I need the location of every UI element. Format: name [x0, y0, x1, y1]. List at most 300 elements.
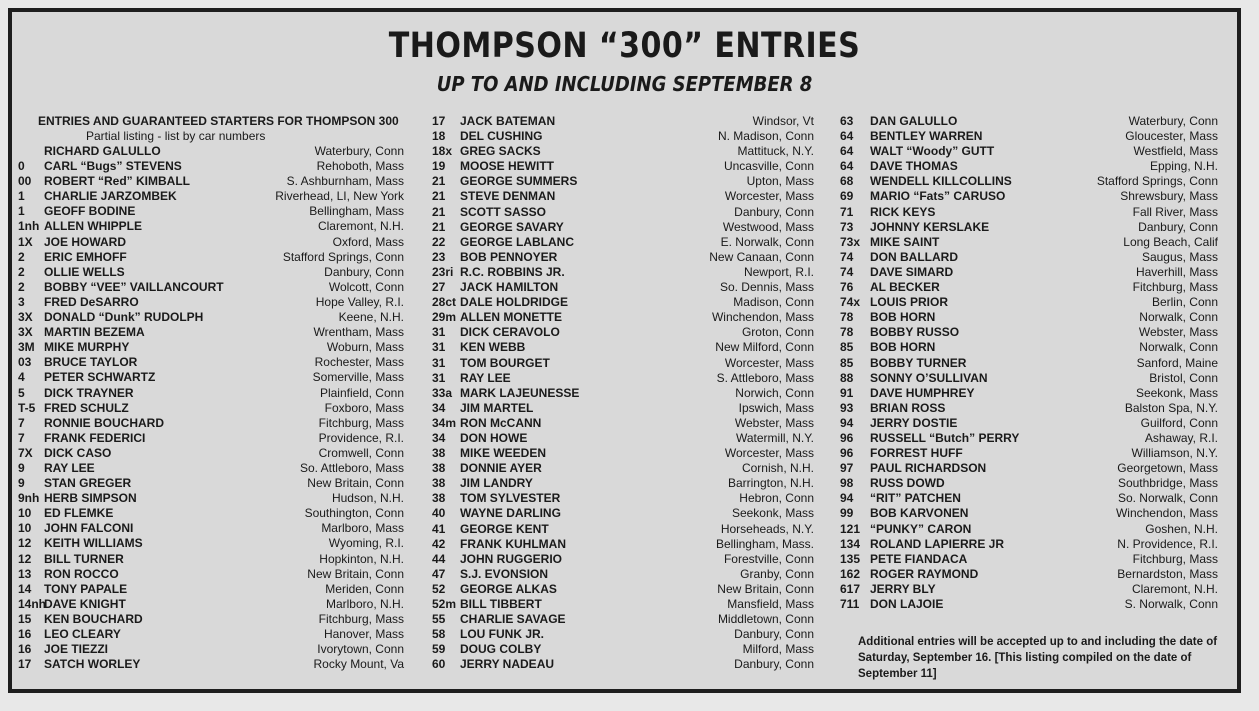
- car-number: 73: [840, 219, 854, 234]
- car-number: 96: [840, 446, 854, 461]
- driver-name: JOHNNY KERSLAKE: [870, 219, 990, 234]
- driver-name: KEN WEBB: [460, 340, 526, 355]
- car-number: 34: [432, 430, 446, 445]
- driver-name: BOB KARVONEN: [870, 506, 969, 521]
- entry-row: [18, 476, 404, 491]
- driver-name: DAN GALULLO: [870, 114, 958, 128]
- hometown: Milford, Mass: [742, 642, 814, 657]
- entries-list: [18, 144, 404, 672]
- hometown: Middletown, Conn: [717, 612, 814, 627]
- car-number: 0: [18, 159, 25, 174]
- entry-row: [18, 506, 404, 521]
- entry-row: [840, 506, 1218, 521]
- hometown: Oxford, Mass: [332, 234, 404, 249]
- entry-row: [432, 476, 814, 491]
- driver-name: DAVE HUMPHREY: [870, 385, 975, 400]
- entry-row: [18, 310, 404, 325]
- car-number: 134: [840, 536, 861, 551]
- driver-name: FRANK FEDERICI: [44, 430, 146, 445]
- car-number: 98: [840, 476, 854, 491]
- hometown: Rehoboth, Mass: [316, 159, 404, 174]
- entry-row: [432, 431, 814, 446]
- entry-row: [18, 159, 404, 174]
- driver-name: JERRY BLY: [870, 581, 936, 596]
- hometown: Winchendon, Mass: [711, 310, 814, 325]
- entry-row: [432, 325, 814, 340]
- hometown: Fitchburg, Mass: [1132, 280, 1218, 295]
- hometown: Fitchburg, Mass: [1132, 551, 1218, 566]
- entry-row: [432, 144, 814, 159]
- driver-name: ROLAND LAPIERRE JR: [870, 536, 1005, 551]
- hometown: S. Norwalk, Conn: [1124, 597, 1218, 611]
- entry-row: [18, 235, 404, 250]
- driver-name: AL BECKER: [870, 280, 940, 295]
- car-number: 52m: [432, 597, 457, 611]
- car-number: 78: [840, 310, 854, 325]
- entry-row: [18, 416, 404, 431]
- car-number: 97: [840, 461, 854, 476]
- entry-row: [432, 189, 814, 204]
- car-number: 03: [18, 355, 32, 370]
- driver-name: RON McCANN: [460, 415, 542, 430]
- hometown: Meriden, Conn: [325, 581, 404, 596]
- car-number: 16: [18, 642, 32, 657]
- hometown: Westfield, Mass: [1133, 144, 1218, 159]
- car-number: 88: [840, 370, 854, 385]
- hometown: Fitchburg, Mass: [318, 611, 404, 626]
- column-header: ENTRIES AND GUARANTEED STARTERS FOR THOMPSON 300: [38, 114, 399, 128]
- hometown: Somerville, Mass: [312, 370, 404, 385]
- entry-row: [840, 567, 1218, 582]
- hometown: N. Providence, R.I.: [1117, 536, 1218, 551]
- driver-name: DICK TRAYNER: [44, 385, 134, 400]
- car-number: 96: [840, 430, 854, 445]
- driver-name: DAVE SIMARD: [870, 264, 954, 279]
- car-number: 2: [18, 279, 25, 294]
- car-number: 71: [840, 204, 854, 219]
- hometown: Plainfield, Conn: [319, 385, 404, 400]
- entry-row: [840, 129, 1218, 144]
- hometown: Providence, R.I.: [318, 430, 404, 445]
- car-number: 15: [18, 611, 32, 626]
- entry-row: [840, 174, 1218, 189]
- car-number: 64: [840, 159, 854, 174]
- hometown: Haverhill, Mass: [1135, 264, 1218, 279]
- car-number: 31: [432, 370, 446, 385]
- car-number: 28ct: [432, 295, 457, 310]
- entry-row: [840, 491, 1218, 506]
- entry-row: [432, 491, 814, 506]
- car-number: 64: [840, 129, 854, 144]
- driver-name: RAY LEE: [44, 460, 95, 475]
- driver-name: MIKE SAINT: [870, 234, 940, 249]
- car-number: 4: [18, 370, 25, 385]
- entry-row: [432, 174, 814, 189]
- car-number: 59: [432, 642, 446, 657]
- driver-name: JOHN FALCONI: [44, 521, 134, 536]
- entry-row: [18, 431, 404, 446]
- entry-row: [432, 310, 814, 325]
- entry-row: [840, 356, 1218, 371]
- entry-row: [18, 491, 404, 506]
- driver-name: BOB HORN: [870, 340, 936, 355]
- driver-name: LEO CLEARY: [44, 627, 121, 641]
- entry-row: [840, 522, 1218, 537]
- hometown: Guilford, Conn: [1140, 415, 1218, 430]
- hometown: Woburn, Mass: [326, 340, 404, 355]
- hometown: Waterbury, Conn: [1128, 114, 1218, 128]
- car-number: 2: [18, 249, 25, 264]
- hometown: S. Attleboro, Mass: [716, 370, 814, 385]
- entry-row: [18, 280, 404, 295]
- entry-row: [432, 235, 814, 250]
- car-number: 18: [432, 129, 446, 144]
- driver-name: MOOSE HEWITT: [460, 159, 554, 174]
- car-number: 21: [432, 219, 446, 234]
- car-number: 19: [432, 159, 446, 174]
- hometown: Norwalk, Conn: [1139, 340, 1218, 355]
- driver-name: CHARLIE JARZOMBEK: [44, 189, 177, 204]
- entry-row: [840, 280, 1218, 295]
- car-number: 12: [18, 551, 32, 566]
- entry-row: [432, 522, 814, 537]
- entry-row: [840, 537, 1218, 552]
- car-number: 1: [18, 189, 25, 204]
- driver-name: BOB HORN: [870, 310, 936, 325]
- hometown: Windsor, Vt: [752, 114, 814, 128]
- entry-row: [432, 552, 814, 567]
- entry-row: [840, 235, 1218, 250]
- hometown: Goshen, N.H.: [1145, 521, 1218, 536]
- hometown: Epping, N.H.: [1149, 159, 1218, 174]
- driver-name: DOUG COLBY: [460, 642, 542, 657]
- car-number: 7X: [18, 445, 33, 460]
- driver-name: LOU FUNK JR.: [460, 627, 544, 642]
- hometown: Fall River, Mass: [1132, 204, 1218, 219]
- page-subtitle: UP TO AND INCLUDING SEPTEMBER 8: [436, 72, 813, 96]
- hometown: Barrington, N.H.: [727, 476, 814, 491]
- hometown: Long Beach, Calif: [1123, 234, 1218, 249]
- car-number: 29m: [432, 310, 457, 325]
- entry-row: [18, 552, 404, 567]
- car-number: 73x: [840, 234, 861, 249]
- hometown: Seekonk, Mass: [1135, 385, 1218, 400]
- car-number: 74: [840, 264, 854, 279]
- hometown: Newport, R.I.: [743, 264, 814, 279]
- driver-name: FORREST HUFF: [870, 446, 963, 461]
- driver-name: BOBBY “VEE” VAILLANCOURT: [44, 279, 224, 294]
- driver-name: ALLEN MONETTE: [460, 310, 562, 325]
- driver-name: HERB SIMPSON: [44, 491, 137, 506]
- car-number: 38: [432, 461, 446, 476]
- entry-row: [840, 340, 1218, 355]
- entry-row: [432, 205, 814, 220]
- entry-row: [432, 401, 814, 416]
- driver-name: MARTIN BEZEMA: [44, 325, 145, 340]
- car-number: 7: [18, 430, 25, 445]
- car-number: 74x: [840, 295, 861, 310]
- driver-name: DICK CASO: [44, 445, 112, 460]
- page-title: THOMPSON “300” ENTRIES: [388, 26, 861, 66]
- entry-row: [432, 537, 814, 552]
- entry-row: [18, 265, 404, 280]
- hometown: Granby, Conn: [740, 566, 814, 581]
- driver-name: CARL “Bugs” STEVENS: [44, 159, 182, 174]
- hometown: Worcester, Mass: [724, 355, 814, 370]
- car-number: 00: [18, 174, 32, 189]
- car-number: 41: [432, 521, 446, 536]
- hometown: Waterbury, Conn: [314, 144, 404, 158]
- car-number: T-5: [18, 400, 36, 415]
- driver-name: MIKE MURPHY: [44, 340, 130, 355]
- driver-name: FRED DeSARRO: [44, 294, 139, 309]
- entry-row: [432, 642, 814, 657]
- car-number: 14: [18, 581, 32, 596]
- hometown: Bellingham, Mass.: [715, 536, 814, 551]
- car-number: 31: [432, 340, 446, 355]
- hometown: Fitchburg, Mass: [318, 415, 404, 430]
- entry-row: [18, 386, 404, 401]
- hometown: Balston Spa, N.Y.: [1124, 400, 1218, 415]
- driver-name: GEOFF BODINE: [44, 204, 136, 219]
- car-number: 78: [840, 325, 854, 340]
- driver-name: RON ROCCO: [44, 566, 119, 581]
- entries-column-3: [840, 114, 1218, 612]
- entries-list: [432, 114, 814, 672]
- entry-row: [840, 461, 1218, 476]
- car-number: 16: [18, 627, 32, 641]
- driver-name: DON BALLARD: [870, 249, 958, 264]
- entry-row: [432, 612, 814, 627]
- driver-name: ED FLEMKE: [44, 506, 114, 521]
- hometown: Ivorytown, Conn: [317, 642, 404, 657]
- car-number: 42: [432, 536, 446, 551]
- car-number: 40: [432, 506, 446, 521]
- entry-row: [432, 582, 814, 597]
- driver-name: GEORGE SUMMERS: [460, 174, 578, 189]
- car-number: 69: [840, 189, 854, 204]
- driver-name: RUSS DOWD: [870, 476, 945, 491]
- entries-column-2: [432, 114, 814, 672]
- car-number: 85: [840, 340, 854, 355]
- entry-row: [18, 521, 404, 536]
- car-number: 5: [18, 385, 25, 400]
- entry-row: [18, 567, 404, 582]
- driver-name: GEORGE KENT: [460, 521, 549, 536]
- car-number: 27: [432, 280, 446, 295]
- car-number: 91: [840, 385, 854, 400]
- hometown: So. Norwalk, Conn: [1117, 491, 1218, 506]
- car-number: 34m: [432, 415, 457, 430]
- driver-name: ERIC EMHOFF: [44, 249, 127, 264]
- car-number: 55: [432, 612, 446, 627]
- driver-name: MARIO “Fats” CARUSO: [870, 189, 1006, 204]
- car-number: 38: [432, 491, 446, 506]
- driver-name: BENTLEY WARREN: [870, 129, 983, 144]
- entry-row: [840, 310, 1218, 325]
- driver-name: GEORGE ALKAS: [460, 581, 557, 596]
- hometown: Danbury, Conn: [734, 657, 814, 672]
- hometown: Hope Valley, R.I.: [315, 294, 404, 309]
- hometown: Foxboro, Mass: [324, 400, 404, 415]
- car-number: 60: [432, 657, 446, 672]
- car-number: 3X: [18, 325, 33, 340]
- hometown: Winchendon, Mass: [1115, 506, 1218, 521]
- car-number: 63: [840, 114, 854, 128]
- driver-name: CHARLIE SAVAGE: [460, 612, 566, 627]
- entry-row: [840, 220, 1218, 235]
- driver-name: “RIT” PATCHEN: [870, 491, 961, 506]
- car-number: 10: [18, 506, 32, 521]
- hometown: Ipswich, Mass: [738, 400, 814, 415]
- car-number: 162: [840, 566, 861, 581]
- entry-row: [840, 114, 1218, 129]
- car-number: 94: [840, 491, 854, 506]
- driver-name: PETE FIANDACA: [870, 551, 968, 566]
- car-number: 1nh: [18, 219, 40, 234]
- entry-row: [432, 461, 814, 476]
- hometown: Norwich, Conn: [735, 385, 814, 400]
- car-number: 76: [840, 280, 854, 295]
- hometown: Groton, Conn: [741, 325, 814, 340]
- hometown: Danbury, Conn: [324, 264, 404, 279]
- hometown: Norwalk, Conn: [1139, 310, 1218, 325]
- driver-name: RICK KEYS: [870, 204, 936, 219]
- entries-list: [840, 114, 1218, 612]
- entry-row: [840, 476, 1218, 491]
- driver-name: OLLIE WELLS: [44, 264, 125, 279]
- car-number: 1: [18, 204, 25, 219]
- car-number: 711: [840, 597, 860, 611]
- driver-name: JERRY DOSTIE: [870, 415, 958, 430]
- entry-row: [18, 642, 404, 657]
- entry-row: [432, 265, 814, 280]
- driver-name: ROBERT “Red” KIMBALL: [44, 174, 190, 189]
- driver-name: ROGER RAYMOND: [870, 566, 979, 581]
- driver-name: DICK CERAVOLO: [460, 325, 560, 340]
- driver-name: BILL TURNER: [44, 551, 124, 566]
- entry-row: [840, 144, 1218, 159]
- entry-row: [432, 356, 814, 371]
- hometown: Williamson, N.Y.: [1131, 446, 1218, 461]
- driver-name: STAN GREGER: [44, 476, 132, 491]
- car-number: 23: [432, 249, 446, 264]
- driver-name: MARK LAJEUNESSE: [460, 385, 580, 400]
- hometown: Stafford Springs, Conn: [282, 249, 404, 264]
- driver-name: GREG SACKS: [460, 144, 541, 159]
- car-number: 44: [432, 551, 446, 566]
- car-number: 74: [840, 249, 854, 264]
- hometown: Hebron, Conn: [739, 491, 814, 506]
- hometown: So. Dennis, Mass: [719, 280, 814, 295]
- hometown: Forestville, Conn: [723, 551, 814, 566]
- entry-row: [840, 265, 1218, 280]
- hometown: Gloucester, Mass: [1125, 129, 1218, 144]
- car-number: 18x: [432, 144, 453, 159]
- driver-name: WAYNE DARLING: [460, 506, 561, 521]
- car-number: 21: [432, 189, 446, 204]
- hometown: Southbridge, Mass: [1117, 476, 1218, 491]
- hometown: N. Madison, Conn: [717, 129, 814, 144]
- driver-name: BRUCE TAYLOR: [44, 355, 138, 370]
- driver-name: TONY PAPALE: [44, 581, 128, 596]
- entry-row: [432, 416, 814, 431]
- hometown: Claremont, N.H.: [317, 219, 404, 234]
- hometown: Shrewsbury, Mass: [1120, 189, 1218, 204]
- hometown: Claremont, N.H.: [1131, 581, 1218, 596]
- entry-row: [18, 446, 404, 461]
- entry-row: [432, 295, 814, 310]
- driver-name: SATCH WORLEY: [44, 657, 141, 672]
- driver-name: DAVE THOMAS: [870, 159, 958, 174]
- car-number: 17: [18, 657, 32, 672]
- hometown: Horseheads, N.Y.: [720, 521, 814, 536]
- car-number: 10: [18, 521, 32, 536]
- car-number: 3: [18, 294, 25, 309]
- entry-row: [18, 340, 404, 355]
- entry-row: [18, 250, 404, 265]
- car-number: 135: [840, 551, 861, 566]
- hometown: Danbury, Conn: [734, 627, 814, 642]
- entry-row: [840, 189, 1218, 204]
- car-number: 47: [432, 566, 446, 581]
- entry-row: [432, 597, 814, 612]
- hometown: Keene, N.H.: [338, 310, 404, 325]
- hometown: Bernardston, Mass: [1117, 566, 1218, 581]
- driver-name: RUSSELL “Butch” PERRY: [870, 430, 1020, 445]
- additional-entries-note: Additional entries will be accepted up to and including the date of Saturday, September 16. [This listing compiled on the date of September 11]: [858, 636, 1218, 680]
- entries-column-1: [18, 114, 404, 672]
- hometown: Watermill, N.Y.: [735, 430, 814, 445]
- driver-name: FRED SCHULZ: [44, 400, 129, 415]
- entry-row: [18, 536, 404, 551]
- driver-name: JIM LANDRY: [460, 476, 533, 491]
- entry-row: [18, 582, 404, 597]
- car-number: 617: [840, 581, 861, 596]
- car-number: 9nh: [18, 491, 40, 506]
- entry-row: [840, 552, 1218, 567]
- hometown: Cornish, N.H.: [741, 461, 814, 476]
- car-number: 1X: [18, 234, 33, 249]
- driver-name: JOE TIEZZI: [44, 642, 109, 657]
- car-number: 68: [840, 174, 854, 189]
- entry-row: [18, 627, 404, 642]
- entry-row: [432, 129, 814, 144]
- driver-name: WENDELL KILLCOLLINS: [870, 174, 1012, 189]
- hometown: Webster, Mass: [1138, 325, 1218, 340]
- hometown: Berlin, Conn: [1151, 295, 1218, 310]
- hometown: New Britain, Conn: [717, 581, 814, 596]
- driver-name: SCOTT SASSO: [460, 204, 547, 219]
- hometown: Saugus, Mass: [1141, 249, 1218, 264]
- entry-row: [840, 295, 1218, 310]
- driver-name: DONALD “Dunk” RUDOLPH: [44, 310, 204, 325]
- car-number: 31: [432, 355, 446, 370]
- hometown: New Britain, Conn: [307, 566, 404, 581]
- driver-name: BILL TIBBERT: [460, 597, 542, 611]
- driver-name: JOHN RUGGERIO: [460, 551, 563, 566]
- hometown: S. Ashburnham, Mass: [286, 174, 404, 189]
- hometown: Hopkinton, N.H.: [319, 551, 404, 566]
- entry-row: [840, 205, 1218, 220]
- car-number: 3X: [18, 310, 33, 325]
- entry-row: [18, 204, 404, 219]
- driver-name: KEN BOUCHARD: [44, 611, 143, 626]
- entry-row: [840, 371, 1218, 386]
- hometown: New Canaan, Conn: [709, 249, 814, 264]
- car-number: 12: [18, 536, 32, 551]
- hometown: Bristol, Conn: [1149, 370, 1218, 385]
